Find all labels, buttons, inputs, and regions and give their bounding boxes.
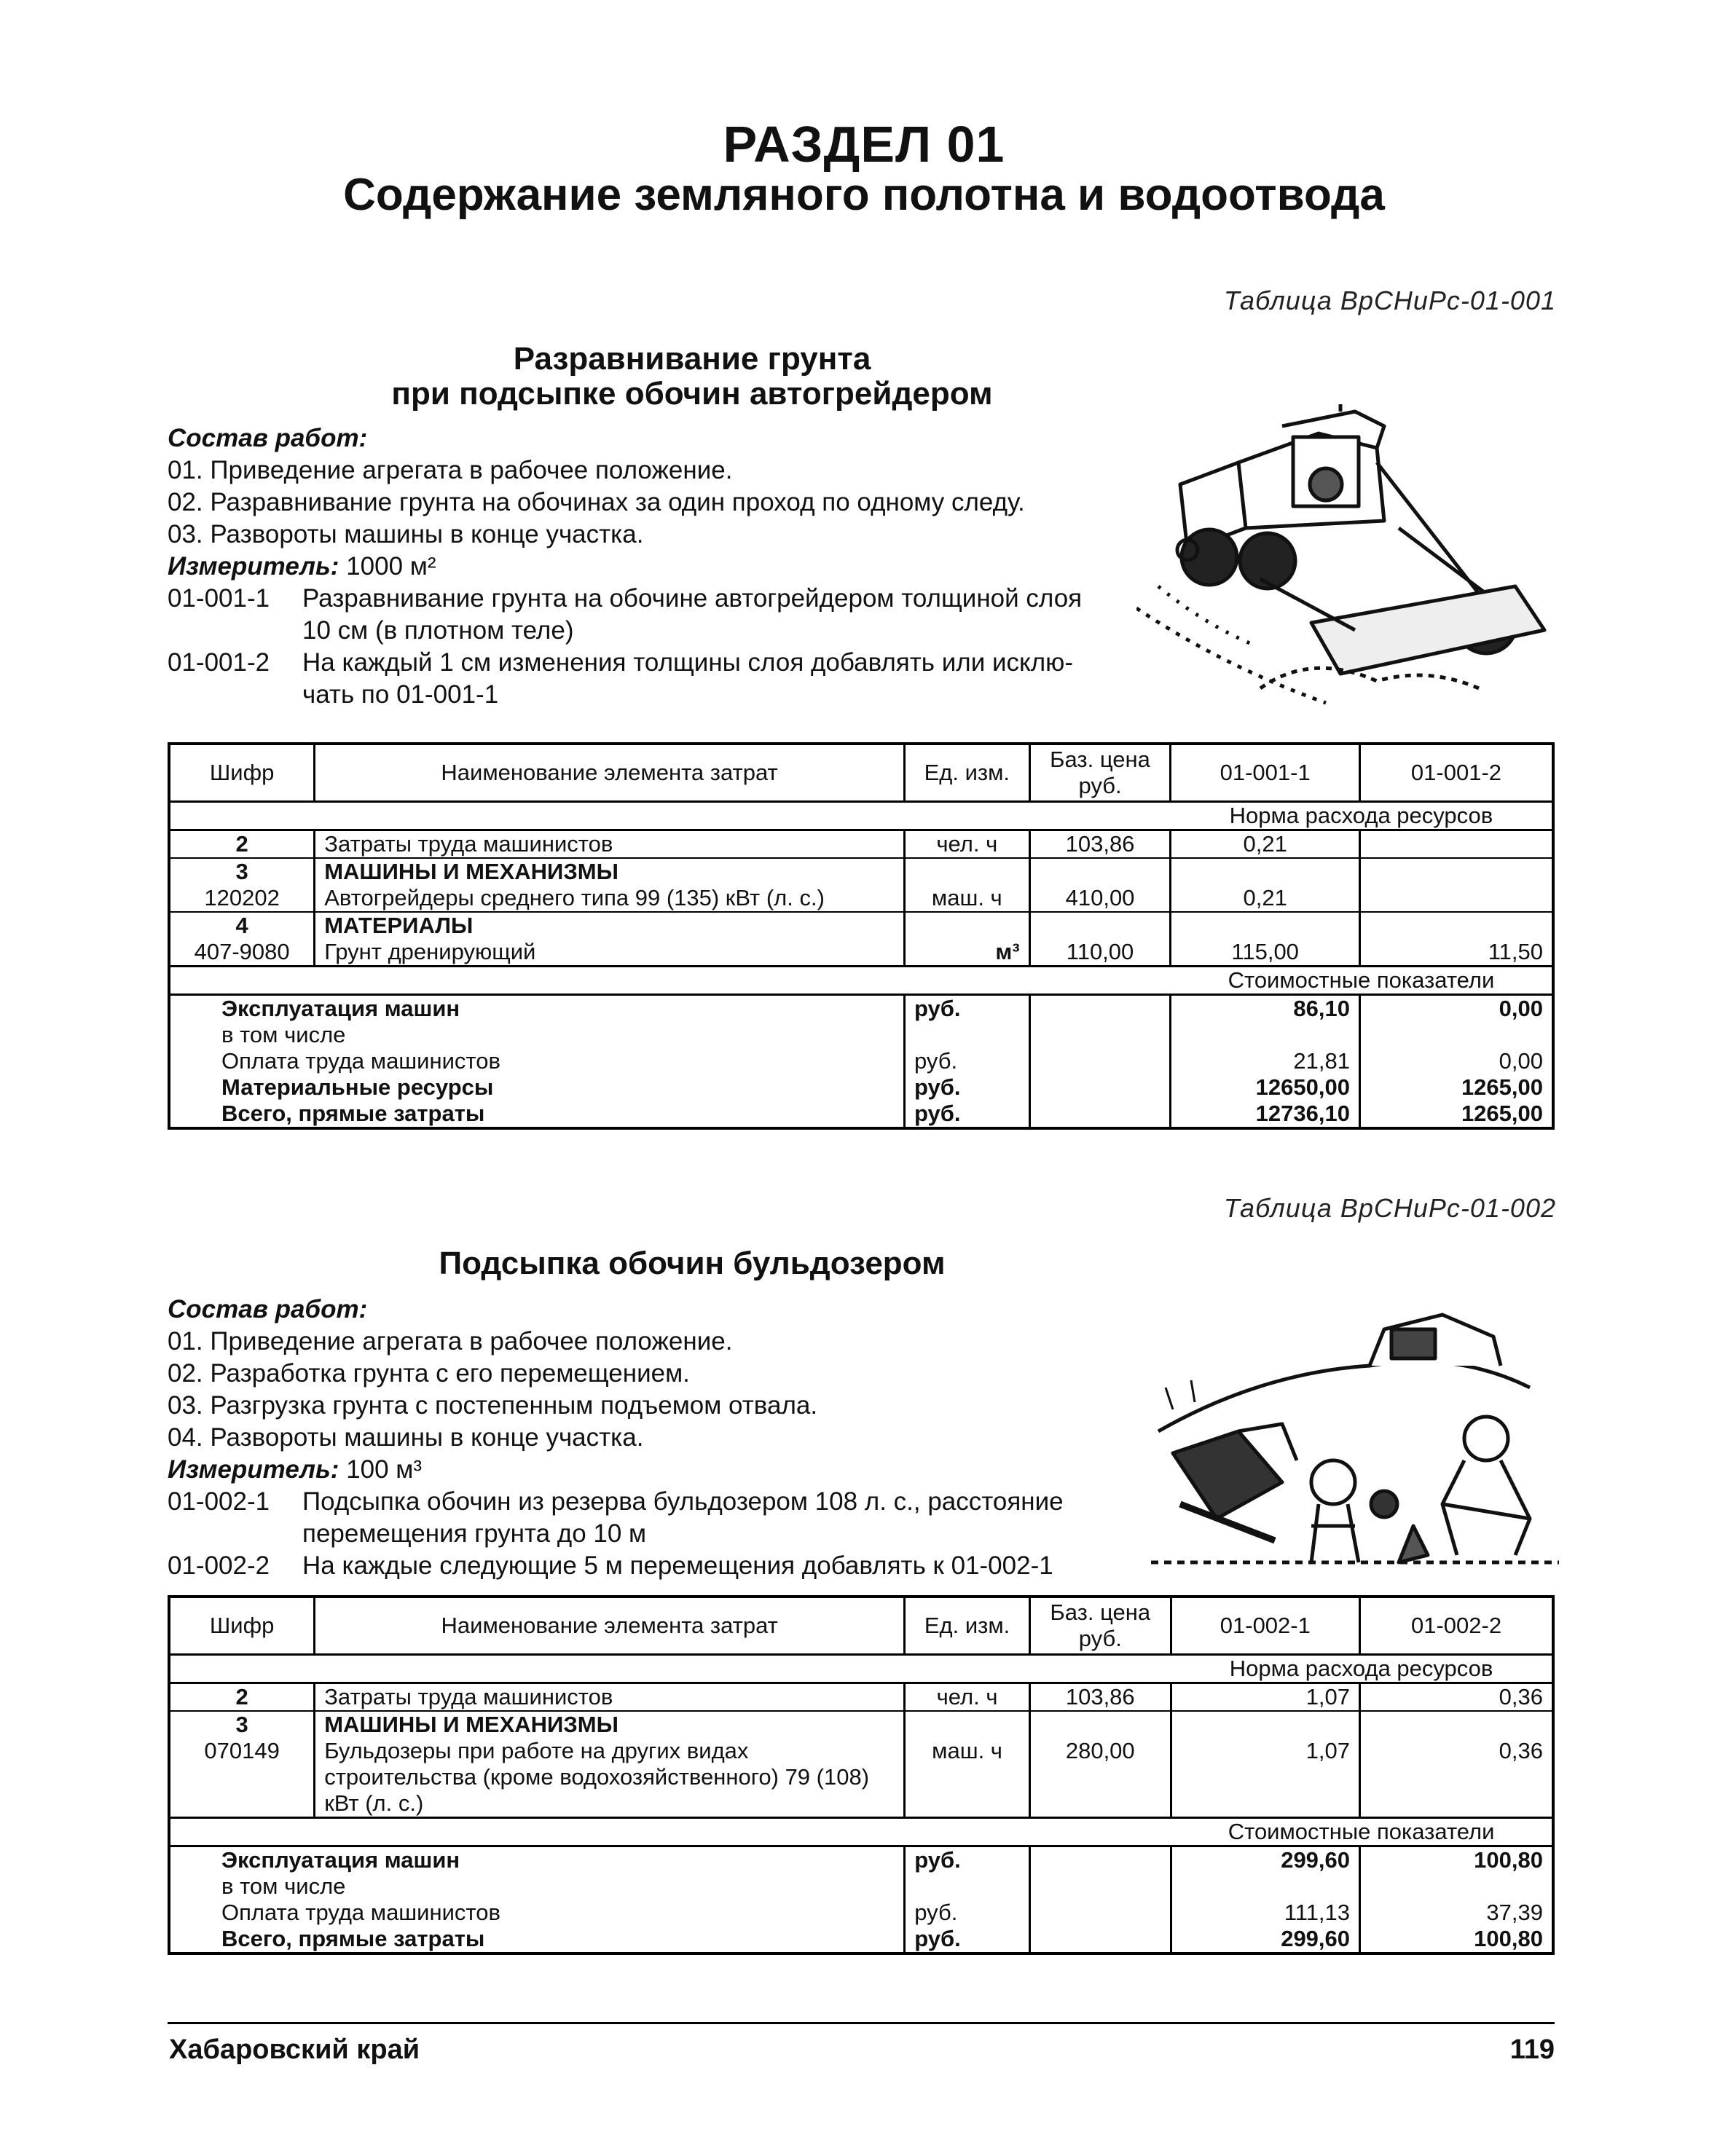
cell: 4 [169,912,315,939]
cell: 0,36 [1360,1683,1553,1712]
col-header: 01-001-1 [1171,744,1360,802]
cost-value: 86,10 [1171,995,1360,1023]
cost-value: 1265,00 [1359,1074,1553,1101]
cost-name: Материальные ресурсы [169,1074,904,1101]
cost-value: 37,39 [1360,1900,1553,1926]
table-row [169,885,1553,912]
cost-name: в том числе [169,1022,904,1048]
block1-title-line2: при подсыпке обочин автогрейдером [391,376,993,412]
block1-item-2-cont: чать по 01-001-1 [302,680,499,709]
block1-work-label: Состав работ: [168,424,368,452]
item-text: Разравнивание грунта на обочине автогрейдером толщиной слоя [302,584,1083,613]
col-header: Шифр [169,744,315,802]
motor-grader-illustration [1136,404,1552,710]
cost-row [169,1022,1553,1048]
table-row [169,858,1553,885]
cost-value: 1265,00 [1359,1101,1553,1128]
page-number: 119 [1509,2034,1555,2065]
cost-label: Стоимостные показатели [1171,1818,1553,1846]
cost-value: 100,80 [1360,1926,1553,1954]
cost-value: 0,00 [1359,995,1553,1023]
table-header-row [169,744,1553,802]
cost-row [169,1074,1553,1101]
cell: 3 [169,858,315,885]
item-code: 01-001-2 [168,648,270,677]
block1-meter [168,551,436,583]
cost-row [169,1101,1553,1128]
cost-name: Оплата труда машинистов [169,1900,905,1926]
cell: 0,21 [1171,830,1360,859]
norm-band [169,802,1553,830]
block1-item-1 [168,583,1082,615]
cell: Грунт дренирующий [315,939,905,967]
cost-band [169,1818,1553,1846]
cell: 103,86 [1029,1683,1171,1712]
block2-work-2: 02. Разработка грунта с его перемещением. [168,1359,690,1388]
bulldozer-workers-illustration [1151,1286,1559,1577]
item-text: На каждый 1 см изменения толщины слоя добавлять или исклю- [302,648,1074,677]
cost-value: 12650,00 [1171,1074,1360,1101]
cost-unit: руб. [905,1846,1030,1874]
block2-item-1 [168,1486,1064,1518]
norm-band [169,1655,1553,1683]
block1-work-1: 01. Приведение агрегата в рабочее положение. [168,456,733,484]
table-ref-1: Таблица ВрСНиРс-01-001 [1223,286,1556,315]
cell: 3 [169,1711,315,1738]
cost-unit: руб. [904,1074,1029,1101]
cell: 11,50 [1359,939,1553,967]
cost-name: в том числе [169,1873,905,1900]
cell: 103,86 [1029,830,1171,859]
cell: 0,21 [1171,885,1360,912]
cost-name: Эксплуатация машин [169,1846,905,1874]
col-header: Шифр [169,1597,315,1655]
resource-table-2 [168,1595,1555,1955]
table-row [169,830,1553,859]
col-header: Ед. изм. [905,1597,1030,1655]
cost-row [169,995,1553,1023]
table-row [169,939,1553,967]
col-header: Баз. цена руб. [1029,1597,1171,1655]
norm-label: Норма расхода ресурсов [1171,802,1553,830]
cost-unit: руб. [905,1900,1030,1926]
block1-item-1-cont: 10 см (в плотном теле) [302,616,574,645]
block2-work-4: 04. Развороты машины в конце участка. [168,1423,644,1452]
block1-meter-value: 1000 м² [346,552,436,581]
block2-work-label: Состав работ: [168,1295,368,1323]
cell: 1,07 [1171,1683,1359,1712]
block1-work-3: 03. Развороты машины в конце участка. [168,520,644,548]
cost-value: 299,60 [1171,1926,1359,1954]
cell: 0,36 [1360,1738,1553,1818]
cost-name: Оплата труда машинистов [169,1048,904,1074]
cell: 2 [169,830,315,859]
cell: 407-9080 [169,939,315,967]
cost-value: 111,13 [1171,1900,1359,1926]
block2-item-1-cont: перемещения грунта до 10 м [302,1519,647,1548]
cost-value: 12736,10 [1171,1101,1360,1128]
cost-value: 100,80 [1360,1846,1553,1874]
table-row [169,1711,1553,1738]
cost-row [169,1846,1553,1874]
cost-name: Эксплуатация машин [169,995,904,1023]
resource-table-1 [168,742,1555,1130]
cell: МАТЕРИАЛЫ [315,912,905,939]
cell [1359,830,1553,859]
table-row [169,1738,1553,1818]
block2-item-2 [168,1550,1053,1582]
cost-value: 299,60 [1171,1846,1359,1874]
table-row [169,1683,1553,1712]
cost-unit: руб. [904,1101,1029,1128]
item-code: 01-002-2 [168,1551,270,1580]
cell: м³ [904,939,1029,967]
cell: 115,00 [1171,939,1360,967]
footer-divider [168,2022,1555,2024]
item-text: Подсыпка обочин из резерва бульдозером 108 л. с., расстояние [302,1487,1064,1516]
cost-label: Стоимостные показатели [1171,967,1553,995]
cost-unit: руб. [904,995,1029,1023]
col-header: 01-001-2 [1359,744,1553,802]
cost-name: Всего, прямые затраты [169,1101,904,1128]
block1-meter-label: Измеритель: [168,552,339,581]
section-subtitle: Содержание земляного полотна и водоотвода [343,170,1385,220]
table-ref-2: Таблица ВрСНиРс-01-002 [1223,1193,1556,1223]
table-header-row [169,1597,1553,1655]
cell: Автогрейдеры среднего типа 99 (135) кВт (л. с.) [315,885,905,912]
cell: маш. ч [905,1738,1030,1818]
col-header: 01-002-1 [1171,1597,1359,1655]
block2-work-1: 01. Приведение агрегата в рабочее положение. [168,1327,733,1356]
section-title: РАЗДЕЛ 01 [723,116,1005,173]
block2-meter-value: 100 м³ [346,1455,423,1484]
cell: Затраты труда машинистов [315,1683,905,1712]
cell: чел. ч [904,830,1029,859]
cell: 410,00 [1029,885,1171,912]
cell: 1,07 [1171,1738,1359,1818]
block1-title-line1: Разравнивание грунта [513,341,871,377]
cost-band [169,967,1553,995]
col-header: Баз. цена руб. [1029,744,1171,802]
item-code: 01-001-1 [168,584,270,613]
col-header: Наименование элемента затрат [315,744,905,802]
cost-name: Всего, прямые затраты [169,1926,905,1954]
norm-label: Норма расхода ресурсов [1171,1655,1553,1683]
cell [1359,885,1553,912]
cell: 120202 [169,885,315,912]
footer-region: Хабаровский край [169,2034,420,2065]
cell: 110,00 [1029,939,1171,967]
cost-unit: руб. [905,1926,1030,1954]
cost-row [169,1048,1553,1074]
col-header: Наименование элемента затрат [315,1597,905,1655]
block2-meter-label: Измеритель: [168,1455,339,1484]
col-header: 01-002-2 [1360,1597,1553,1655]
cell: 070149 [169,1738,315,1818]
block2-title: Подсыпка обочин бульдозером [439,1246,946,1281]
cell: МАШИНЫ И МЕХАНИЗМЫ [315,858,905,885]
cell: маш. ч [904,885,1029,912]
item-text: На каждые следующие 5 м перемещения добавлять к 01-002-1 [302,1551,1053,1580]
cost-row [169,1900,1553,1926]
cost-value: 21,81 [1171,1048,1360,1074]
block1-work-2: 02. Разравнивание грунта на обочинах за один проход по одному следу. [168,488,1025,516]
table-row [169,912,1553,939]
cost-value: 0,00 [1359,1048,1553,1074]
cost-row [169,1873,1553,1900]
cell: 280,00 [1029,1738,1171,1818]
cell: 2 [169,1683,315,1712]
block1-item-2 [168,647,1073,679]
cell: Бульдозеры при работе на других видах строительства (кроме водохозяйственного) 79 (108) кВт (л. с.) [315,1738,905,1818]
item-code: 01-002-1 [168,1487,270,1516]
block2-meter [168,1454,422,1486]
cell: МАШИНЫ И МЕХАНИЗМЫ [315,1711,905,1738]
cell: чел. ч [905,1683,1030,1712]
cost-row [169,1926,1553,1954]
cell: Затраты труда машинистов [315,830,905,859]
block2-work-3: 03. Разгрузка грунта с постепенным подъемом отвала. [168,1391,818,1420]
cost-unit: руб. [904,1048,1029,1074]
col-header: Ед. изм. [904,744,1029,802]
